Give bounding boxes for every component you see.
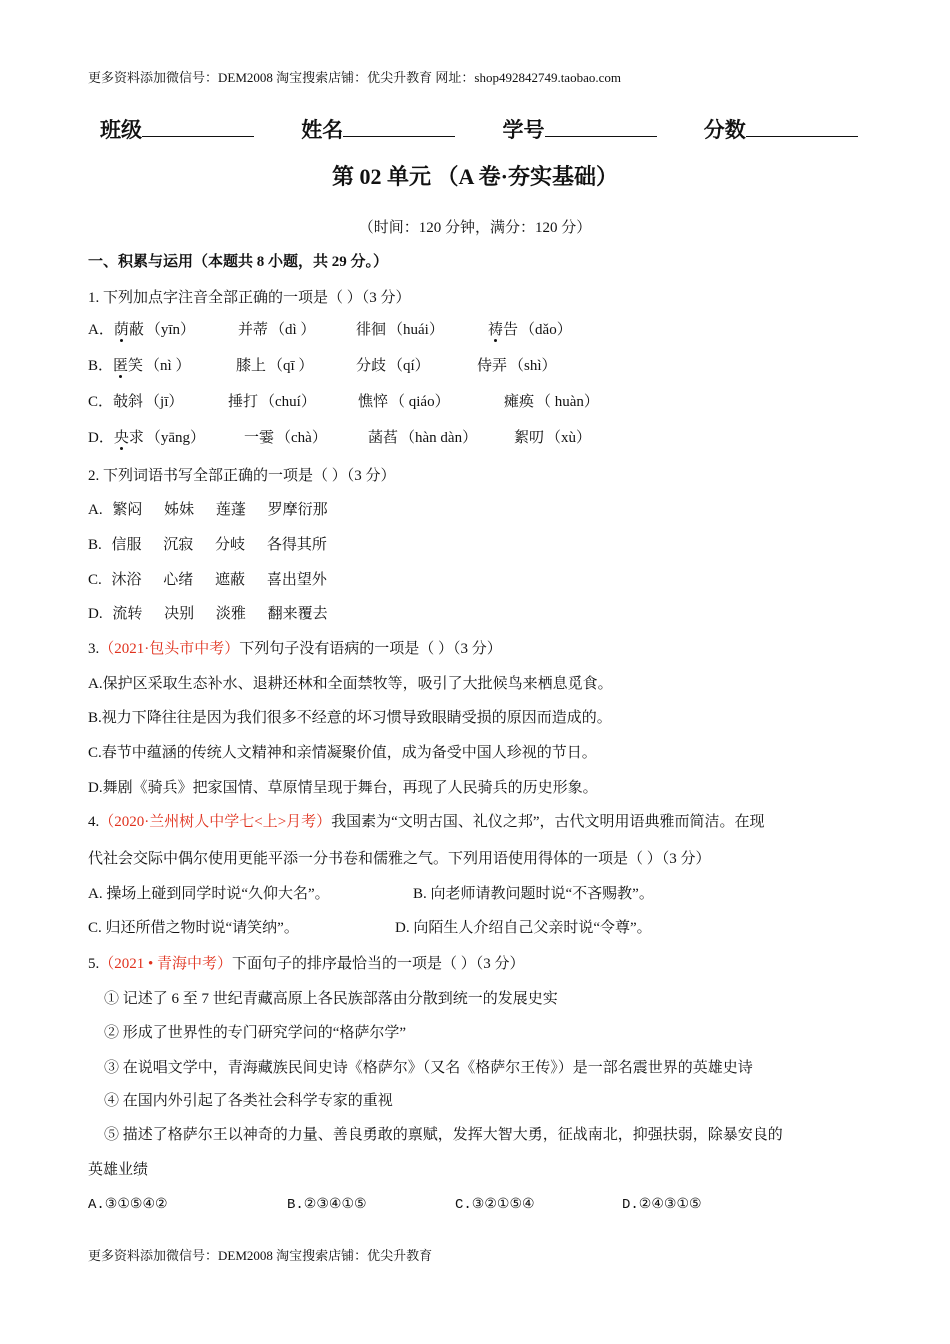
q4-option-b[interactable]: B. 向老师请教问题时说“不吝赐教”。	[413, 886, 654, 902]
q4-option-d[interactable]: D. 向陌生人介绍自己父亲时说“令尊”。	[395, 920, 652, 936]
q1-option-a-3: 徘徊 （huái）	[356, 322, 444, 338]
q5-option-d[interactable]: D.②④③①⑤	[622, 1197, 702, 1213]
section-heading: 一、积累与运用（本题共 8 小题，共 29 分。）	[88, 254, 389, 270]
q1-option-d-1[interactable]: D．央求 （yāng）	[88, 430, 206, 446]
q5-item-3: ③ 在说唱文学中，青海藏族民间史诗《格萨尔》（又名《格萨尔王传》）是一部名震世界的英雄史诗	[104, 1060, 753, 1076]
q1-option-c-2: 捶打 （chuí）	[228, 394, 316, 410]
q1-stem: 1. 下列加点字注音全部正确的一项是（ ）（3 分）	[88, 290, 411, 306]
q2-option-c[interactable]: C. 沐浴 心绪 遮蔽 喜出望外	[88, 572, 327, 588]
q4-option-a[interactable]: A. 操场上碰到同学时说“久仰大名”。	[88, 886, 330, 902]
q2-option-a[interactable]: A. 繁闷 姊妹 莲蓬 罗摩衍那	[88, 502, 328, 518]
page-header: 更多资料添加微信号：DEM2008 淘宝搜索店铺：优尖升教育 网址：shop492842749.taobao.com	[88, 70, 621, 85]
q3-option-a[interactable]: A.保护区采取生态补水、退耕还林和全面禁牧等，吸引了大批候鸟来栖息觅食。	[88, 676, 613, 692]
student-info-fields	[100, 114, 860, 144]
q1-option-d-2: 一霎 （chà）	[244, 430, 327, 446]
q5-item-2: ② 形成了世界性的专门研究学问的“格萨尔学”	[104, 1025, 407, 1041]
q1-option-c-3: 憔悴 （ qiáo）	[358, 394, 450, 410]
score-blank[interactable]	[746, 116, 858, 137]
student-id-field[interactable]: 学号	[503, 114, 657, 144]
q5-item-5-continued: 英雄业绩	[88, 1162, 149, 1178]
q5-option-c[interactable]: C.③②①⑤④	[455, 1197, 535, 1213]
q1-option-b-2: 膝上 （qī ）	[236, 358, 314, 374]
q1-option-c-1[interactable]: C．攲斜 （jī）	[88, 394, 184, 410]
q1-option-a-1[interactable]: A．荫蔽 （yīn）	[88, 322, 196, 338]
q3-stem: 3.（2021·包头市中考）下列句子没有语病的一项是（ ）（3 分）	[88, 641, 502, 657]
q2-stem: 2. 下列词语书写全部正确的一项是（ ）（3 分）	[88, 468, 396, 484]
q2-option-d[interactable]: D. 流转 决别 淡雅 翻来覆去	[88, 606, 328, 622]
q5-option-b[interactable]: B.②③④①⑤	[287, 1197, 367, 1213]
q5-source: （2021 • 青海中考）	[99, 956, 233, 972]
name-field[interactable]: 姓名	[301, 114, 455, 144]
q3-option-c[interactable]: C.春节中蕴涵的传统人文精神和亲情凝聚价值，成为备受中国人珍视的节日。	[88, 745, 597, 761]
q1-option-d-3: 菡萏 （hàn dàn）	[368, 430, 478, 446]
q1-option-a-2: 并蒂 （dì ）	[238, 322, 316, 338]
q1-option-c-4: 瘫痪 （ huàn）	[504, 394, 599, 410]
q4-source: （2020·兰州树人中学七<上>月考）	[99, 814, 332, 830]
q4-stem-line2: 代社会交际中偶尔使用更能平添一分书卷和儒雅之气。下列用语使用得体的一项是（ ）（3 分）	[88, 851, 711, 867]
time-info: （时间：120 分钟，满分：120 分）	[358, 220, 592, 236]
class-blank[interactable]	[142, 116, 254, 137]
q1-option-b-4: 侍弄 （shì）	[477, 358, 557, 374]
q1-option-a-4: 祷告 （dǎo）	[488, 322, 572, 338]
q3-option-d[interactable]: D.舞剧《骑兵》把家国情、草原情呈现于舞台，再现了人民骑兵的历史形象。	[88, 780, 598, 796]
q4-stem-line1: 4.（2020·兰州树人中学七<上>月考）我国素为“文明古国、礼仪之邦”，古代文明用语典雅而简洁。在现	[88, 814, 765, 830]
q1-option-b-1[interactable]: B．匿笑 （nì ）	[88, 358, 191, 374]
q2-option-b[interactable]: B. 信服 沉寂 分岐 各得其所	[88, 537, 327, 553]
q5-item-5: ⑤ 描述了格萨尔王以神奇的力量、善良勇敢的禀赋，发挥大智大勇，征战南北，抑强扶弱，除暴安良的	[104, 1127, 783, 1143]
q5-stem: 5.（2021 • 青海中考）下面句子的排序最恰当的一项是（ ）（3 分）	[88, 956, 525, 972]
page-title: 第 02 单元 （A 卷·夯实基础）	[331, 164, 618, 189]
student-id-blank[interactable]	[545, 116, 657, 137]
q5-item-1: ① 记述了 6 至 7 世纪青藏高原上各民族部落由分散到统一的发展史实	[104, 991, 558, 1007]
q3-source: （2021·包头市中考）	[99, 641, 240, 657]
q1-option-b-3: 分歧 （qí）	[356, 358, 430, 374]
q1-option-d-4: 絮叨 （xù）	[514, 430, 592, 446]
name-blank[interactable]	[343, 116, 455, 137]
q4-option-c[interactable]: C. 归还所借之物时说“请笑纳”。	[88, 920, 299, 936]
score-field[interactable]: 分数	[704, 114, 858, 144]
q3-option-b[interactable]: B.视力下降往往是因为我们很多不经意的坏习惯导致眼睛受损的原因而造成的。	[88, 710, 612, 726]
page-footer: 更多资料添加微信号：DEM2008 淘宝搜索店铺：优尖升教育	[88, 1248, 433, 1263]
q5-item-4: ④ 在国内外引起了各类社会科学专家的重视	[104, 1093, 393, 1109]
q5-option-a[interactable]: A.③①⑤④②	[88, 1197, 168, 1213]
class-field[interactable]: 班级	[100, 114, 254, 144]
